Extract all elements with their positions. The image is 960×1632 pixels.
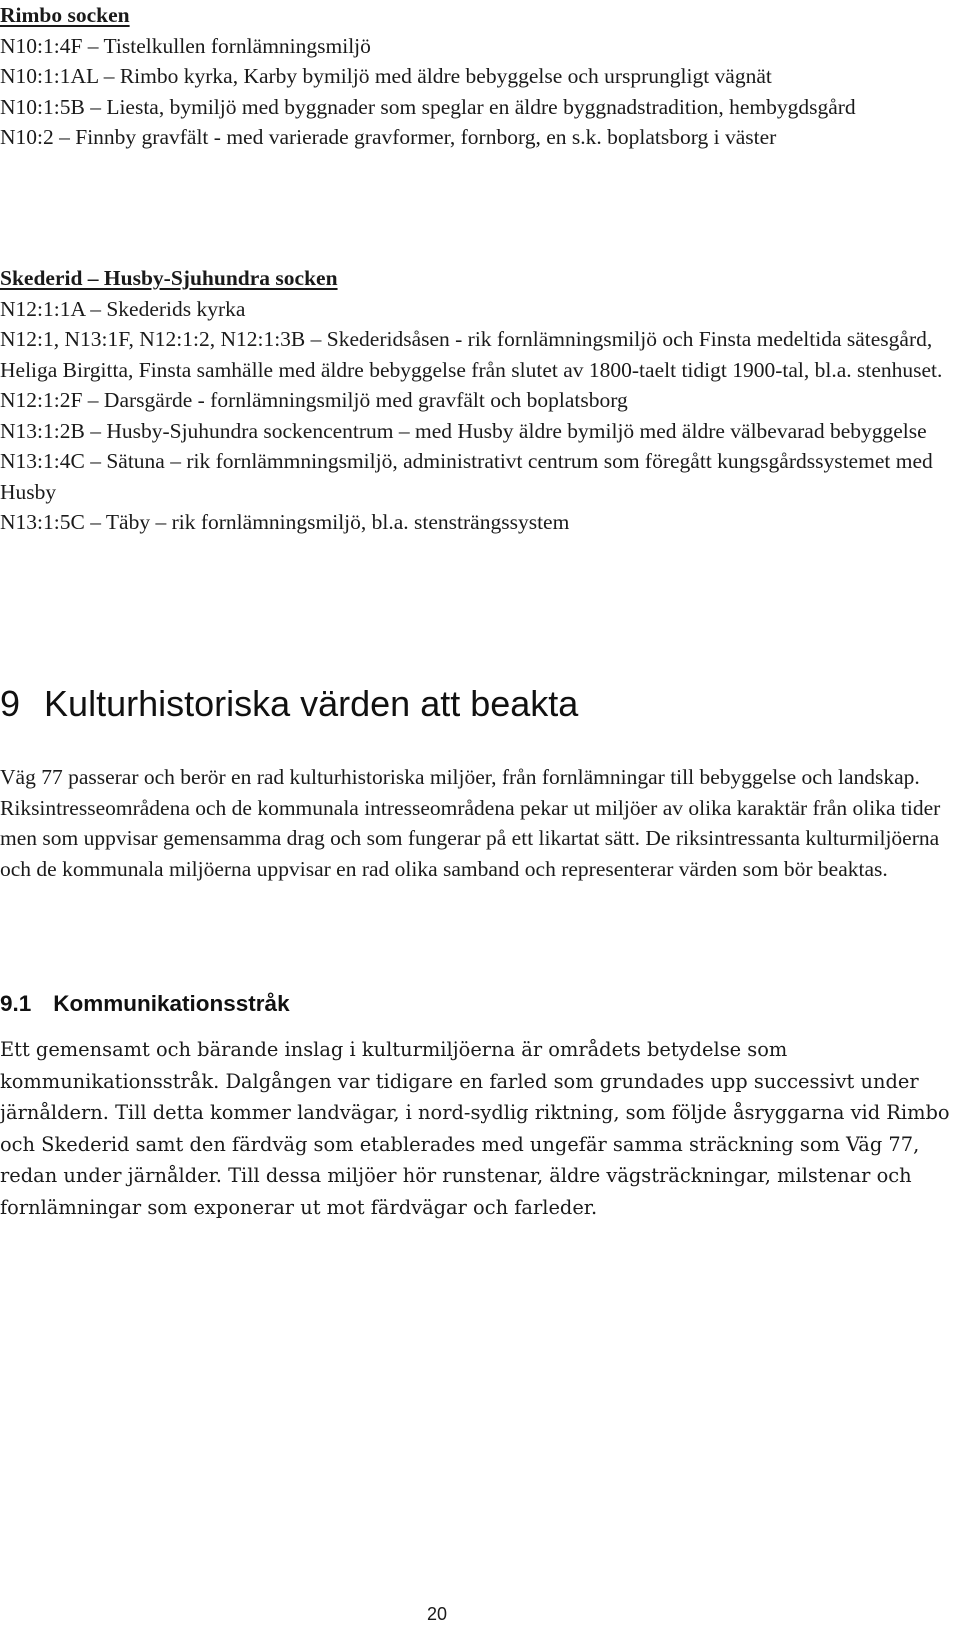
section-9-heading (0, 683, 578, 725)
section-9-body (0, 762, 955, 884)
section-title: Kulturhistoriska värden att beakta (44, 683, 579, 724)
skederid-entry: N12:1, N13:1F, N12:1:2, N12:1:3B – Skederidsåsen - rik fornlämningsmiljö och Finsta medeltida sätesgård, Heliga Birgitta, Finsta samhälle med äldre bebyggelse från slutet av 1800-taelt tidigt 1900-tal, bl.a. stenhuset. (0, 327, 943, 382)
skederid-entry: N13:1:2B – Husby-Sjuhundra sockencentrum – med Husby äldre bymiljö med äldre välbevarad bebyggelse (0, 418, 927, 443)
rimbo-entry: N10:2 – Finnby gravfält - med varierade gravformer, fornborg, en s.k. boplatsborg i väster (0, 125, 777, 149)
rimbo-entry: N10:1:1AL – Rimbo kyrka, Karby bymiljö med äldre bebyggelse och ursprungligt vägnät (0, 64, 772, 88)
page-number-text: 20 (426, 1604, 448, 1624)
paragraph: Ett gemensamt och bärande inslag i kulturmiljöerna är områdets betydelse som kommunikationsstråk. Dalgången var tidigare en farled som grundades upp successivt under järnåldern. Till detta kommer landvägar, i nord-sydlig riktning, som följde åsryggarna vid Rimbo och Skederid samt den färdväg som etablerades med ungefär samma sträckning som Väg 77, redan under järnålder. Till dessa miljöer hör runstenar, äldre vägsträckningar, milstenar och fornlämningar som exponerar ut mot färdvägar och farleder. (0, 1038, 950, 1219)
rimbo-entry: N10:1:4F – Tistelkullen fornlämningsmiljö (0, 33, 371, 58)
skederid-entry: N13:1:5C – Täby – rik fornlämningsmiljö, bl.a. stensträngssystem (0, 510, 570, 534)
paragraph: Väg 77 passerar och berör en rad kulturhistoriska miljöer, från fornlämningar till bebyggelse och landskap. Riksintresseområdena och de kommunala intresseområdena pekar ut miljöer av olika karaktär från olika tider men som uppvisar gemensamma drag och som fungerar på ett likartat sätt. De riksintressanta kulturmiljöerna och de kommunala miljöerna uppvisar en rad olika samband och representerar värden som bör beaktas. (0, 765, 941, 881)
section-9-1-heading (0, 990, 290, 1018)
section-9-1-body (0, 1034, 955, 1223)
skederid-entry: N12:1:1A – Skederids kyrka (0, 296, 246, 321)
rimbo-heading: Rimbo socken (0, 3, 130, 27)
section-number: 9 (0, 683, 21, 724)
section-number: 9.1 (0, 991, 32, 1016)
page-number (0, 1604, 960, 1625)
skederid-section (0, 263, 955, 538)
section-title: Kommunikationsstråk (53, 991, 290, 1016)
rimbo-section (0, 0, 955, 153)
skederid-entry: N13:1:4C – Sätuna – rik fornlämmningsmiljö, administrativt centrum som föregått kungsgårdssystemet med Husby (0, 449, 933, 504)
skederid-entry: N12:1:2F – Darsgärde - fornlämningsmiljö med gravfält och boplatsborg (0, 388, 628, 412)
skederid-heading: Skederid – Husby-Sjuhundra socken (0, 266, 338, 290)
rimbo-entry: N10:1:5B – Liesta, bymiljö med byggnader som speglar en äldre byggnadstradition, hembygdsgård (0, 94, 856, 119)
